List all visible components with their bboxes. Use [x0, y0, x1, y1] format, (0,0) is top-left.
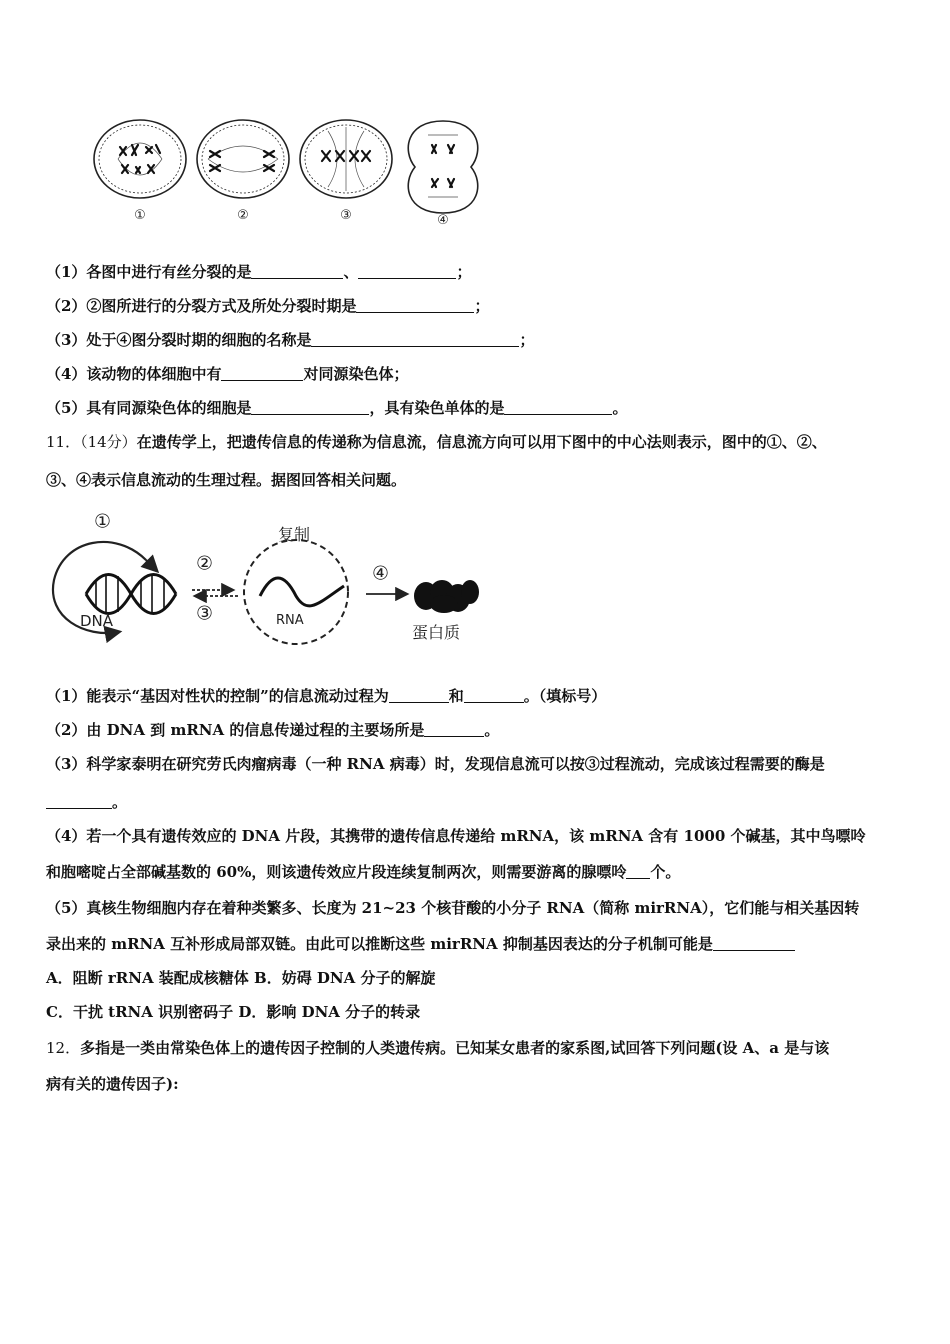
- cell-label-4: ④: [437, 213, 449, 228]
- central-dogma-diagram: [46, 508, 486, 648]
- q12-intro-1: 12．多指是一类由常染色体上的遗传因子控制的人类遗传病。已知某女患者的家系图,试回答下列问题(设 A、a 是与该: [46, 1039, 830, 1057]
- answer-blank[interactable]: [464, 688, 524, 703]
- cell-label-2: ②: [237, 208, 249, 223]
- q11-part5-cont: 录出来的 mRNA 互补形成局部双链。由此可以推断这些 mirRNA 抑制基因表达的分子机制可能是: [46, 934, 795, 954]
- answer-blank[interactable]: [251, 400, 369, 415]
- answer-blank[interactable]: [356, 298, 474, 313]
- cell-label-1: ①: [134, 208, 146, 223]
- question-number: 11．: [46, 433, 81, 451]
- q11-intro-2: ③、④表示信息流动的生理过程。据图回答相关问题。: [46, 471, 407, 489]
- cell-division-figure: [88, 115, 488, 230]
- process-1-label: ①: [94, 510, 112, 533]
- q11-part3: （3）科学家泰明在研究劳氏肉瘤病毒（一种 RNA 病毒）时，发现信息流可以按③过程流动，完成该过程需要的酶是: [46, 755, 825, 773]
- q11-part1: （1）能表示“基因对性状的控制”的信息流动过程为 和 。（填标号）: [46, 687, 607, 705]
- answer-blank[interactable]: [504, 400, 612, 415]
- q10-part4: （4）该动物的体细胞中有 对同源染色体；: [46, 365, 409, 383]
- replication-label: 复制: [278, 525, 311, 544]
- answer-blank[interactable]: [424, 722, 484, 737]
- rna-label: RNA: [276, 613, 304, 628]
- answer-blank[interactable]: [358, 264, 456, 279]
- answer-blank[interactable]: [389, 688, 449, 703]
- answer-blank[interactable]: [626, 864, 650, 879]
- q11-part2: （2）由 DNA 到 mRNA 的信息传递过程的主要场所是 。: [46, 721, 500, 739]
- protein-icon: [414, 580, 479, 613]
- q11-options-ab: A．阻断 rRNA 装配成核糖体 B．妨碍 DNA 分子的解旋: [46, 969, 436, 987]
- q10-part2: （2）②图所进行的分裂方式及所处分裂时期是 ；: [46, 297, 490, 315]
- question-score: （14分）: [80, 433, 137, 451]
- dna-label: DNA: [80, 612, 114, 630]
- q11-options-cd: C．干扰 tRNA 识别密码子 D．影响 DNA 分子的转录: [46, 1003, 421, 1021]
- q10-part1: （1）各图中进行有丝分裂的是 、 ；: [46, 263, 472, 281]
- process-2-label: ②: [196, 552, 214, 575]
- answer-blank[interactable]: [46, 794, 112, 809]
- process-3-label: ③: [196, 602, 214, 625]
- answer-blank[interactable]: [311, 332, 519, 347]
- q11-part4-cont: 和胞嘧啶占全部碱基数的 60%，则该遗传效应片段连续复制两次，则需要游离的腺嘌呤 个。: [46, 863, 681, 881]
- q12-intro-2: 病有关的遗传因子):: [46, 1075, 179, 1093]
- question-number: 12．: [46, 1039, 81, 1057]
- q11-part4: （4）若一个具有遗传效应的 DNA 片段，其携带的遗传信息传递给 mRNA，该 mRNA 含有 1000 个碱基，其中鸟嘌呤: [46, 827, 866, 845]
- answer-blank[interactable]: [251, 264, 343, 279]
- answer-blank[interactable]: [221, 366, 303, 381]
- answer-blank[interactable]: [713, 936, 795, 951]
- protein-label: 蛋白质: [412, 623, 461, 642]
- q11-intro-1: 11．（14分）在遗传学上，把遗传信息的传递称为信息流，信息流方向可以用下图中的中心法则表示，图中的①、②、: [46, 433, 827, 451]
- q11-part3-cont: 。: [46, 792, 127, 812]
- cell-label-3: ③: [340, 208, 352, 223]
- q11-part5: （5）真核生物细胞内存在着种类繁多、长度为 21~23 个核苷酸的小分子 RNA（简称 mirRNA），它们能与相关基因转: [46, 899, 860, 917]
- process-4-label: ④: [372, 562, 390, 585]
- q10-part3: （3）处于④图分裂时期的细胞的名称是 ；: [46, 331, 535, 349]
- q10-part5: （5）具有同源染色体的细胞是 ，具有染色单体的是 。: [46, 399, 628, 417]
